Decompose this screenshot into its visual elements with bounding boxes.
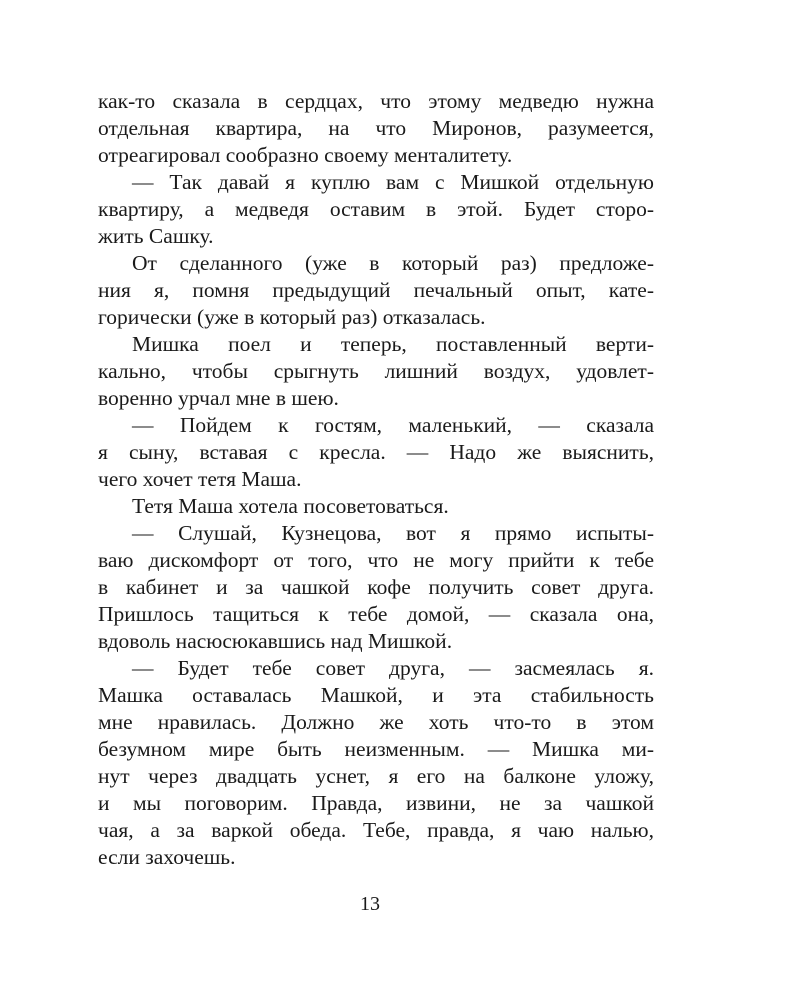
text-line: нут через двадцать уснет, я его на балконе уложу, <box>98 764 654 788</box>
page-number: 13 <box>360 893 380 915</box>
text-line: и мы поговорим. Правда, извини, не за чашкой <box>98 791 654 815</box>
text-line: Машка оставалась Машкой, и эта стабильность <box>98 683 654 707</box>
text-line: кально, чтобы срыгнуть лишний воздух, удовлет- <box>98 359 654 383</box>
text-line: Тетя Маша хотела посоветоваться. <box>132 494 449 518</box>
text-line: в кабинет и за чашкой кофе получить совет друга. <box>98 575 654 599</box>
text-line: отреагировал сообразно своему менталитету. <box>98 143 513 167</box>
text-line: безумном мире быть неизменным. — Мишка ми- <box>98 737 654 761</box>
text-line: квартиру, а медведя оставим в этой. Будет сторо- <box>98 197 654 221</box>
text-line: чего хочет тетя Маша. <box>98 467 302 491</box>
text-line: как-то сказала в сердцах, что этому медведю нужна <box>98 89 654 113</box>
text-line: — Так давай я куплю вам с Мишкой отдельную <box>132 170 654 194</box>
text-line: вдоволь насюсюкавшись над Мишкой. <box>98 629 453 653</box>
text-line: — Слушай, Кузнецова, вот я прямо испыты- <box>132 521 654 545</box>
text-line: горически (уже в который раз) отказалась. <box>98 305 486 329</box>
text-line: Мишка поел и теперь, поставленный верти- <box>132 332 654 356</box>
text-line: мне нравилась. Должно же хоть что-то в этом <box>98 710 654 734</box>
text-line: Пришлось тащиться к тебе домой, — сказала она, <box>98 602 654 626</box>
text-line: воренно урчал мне в шею. <box>98 386 339 410</box>
text-line: если захочешь. <box>98 845 236 869</box>
text-line: отдельная квартира, на что Миронов, разумеется, <box>98 116 654 140</box>
text-line: ваю дискомфорт от того, что не могу прийти к тебе <box>98 548 654 572</box>
text-line: — Пойдем к гостям, маленький, — сказала <box>132 413 654 437</box>
text-line: ния я, помня предыдущий печальный опыт, кате- <box>98 278 654 302</box>
body-text <box>98 88 654 871</box>
text-line: — Будет тебе совет друга, — засмеялась я. <box>132 656 654 680</box>
text-line: От сделанного (уже в который раз) предложе- <box>132 251 654 275</box>
text-line: я сыну, вставая с кресла. — Надо же выяснить, <box>98 440 654 464</box>
text-line: чая, а за варкой обеда. Тебе, правда, я чаю налью, <box>98 818 654 842</box>
text-line: жить Сашку. <box>98 224 214 248</box>
